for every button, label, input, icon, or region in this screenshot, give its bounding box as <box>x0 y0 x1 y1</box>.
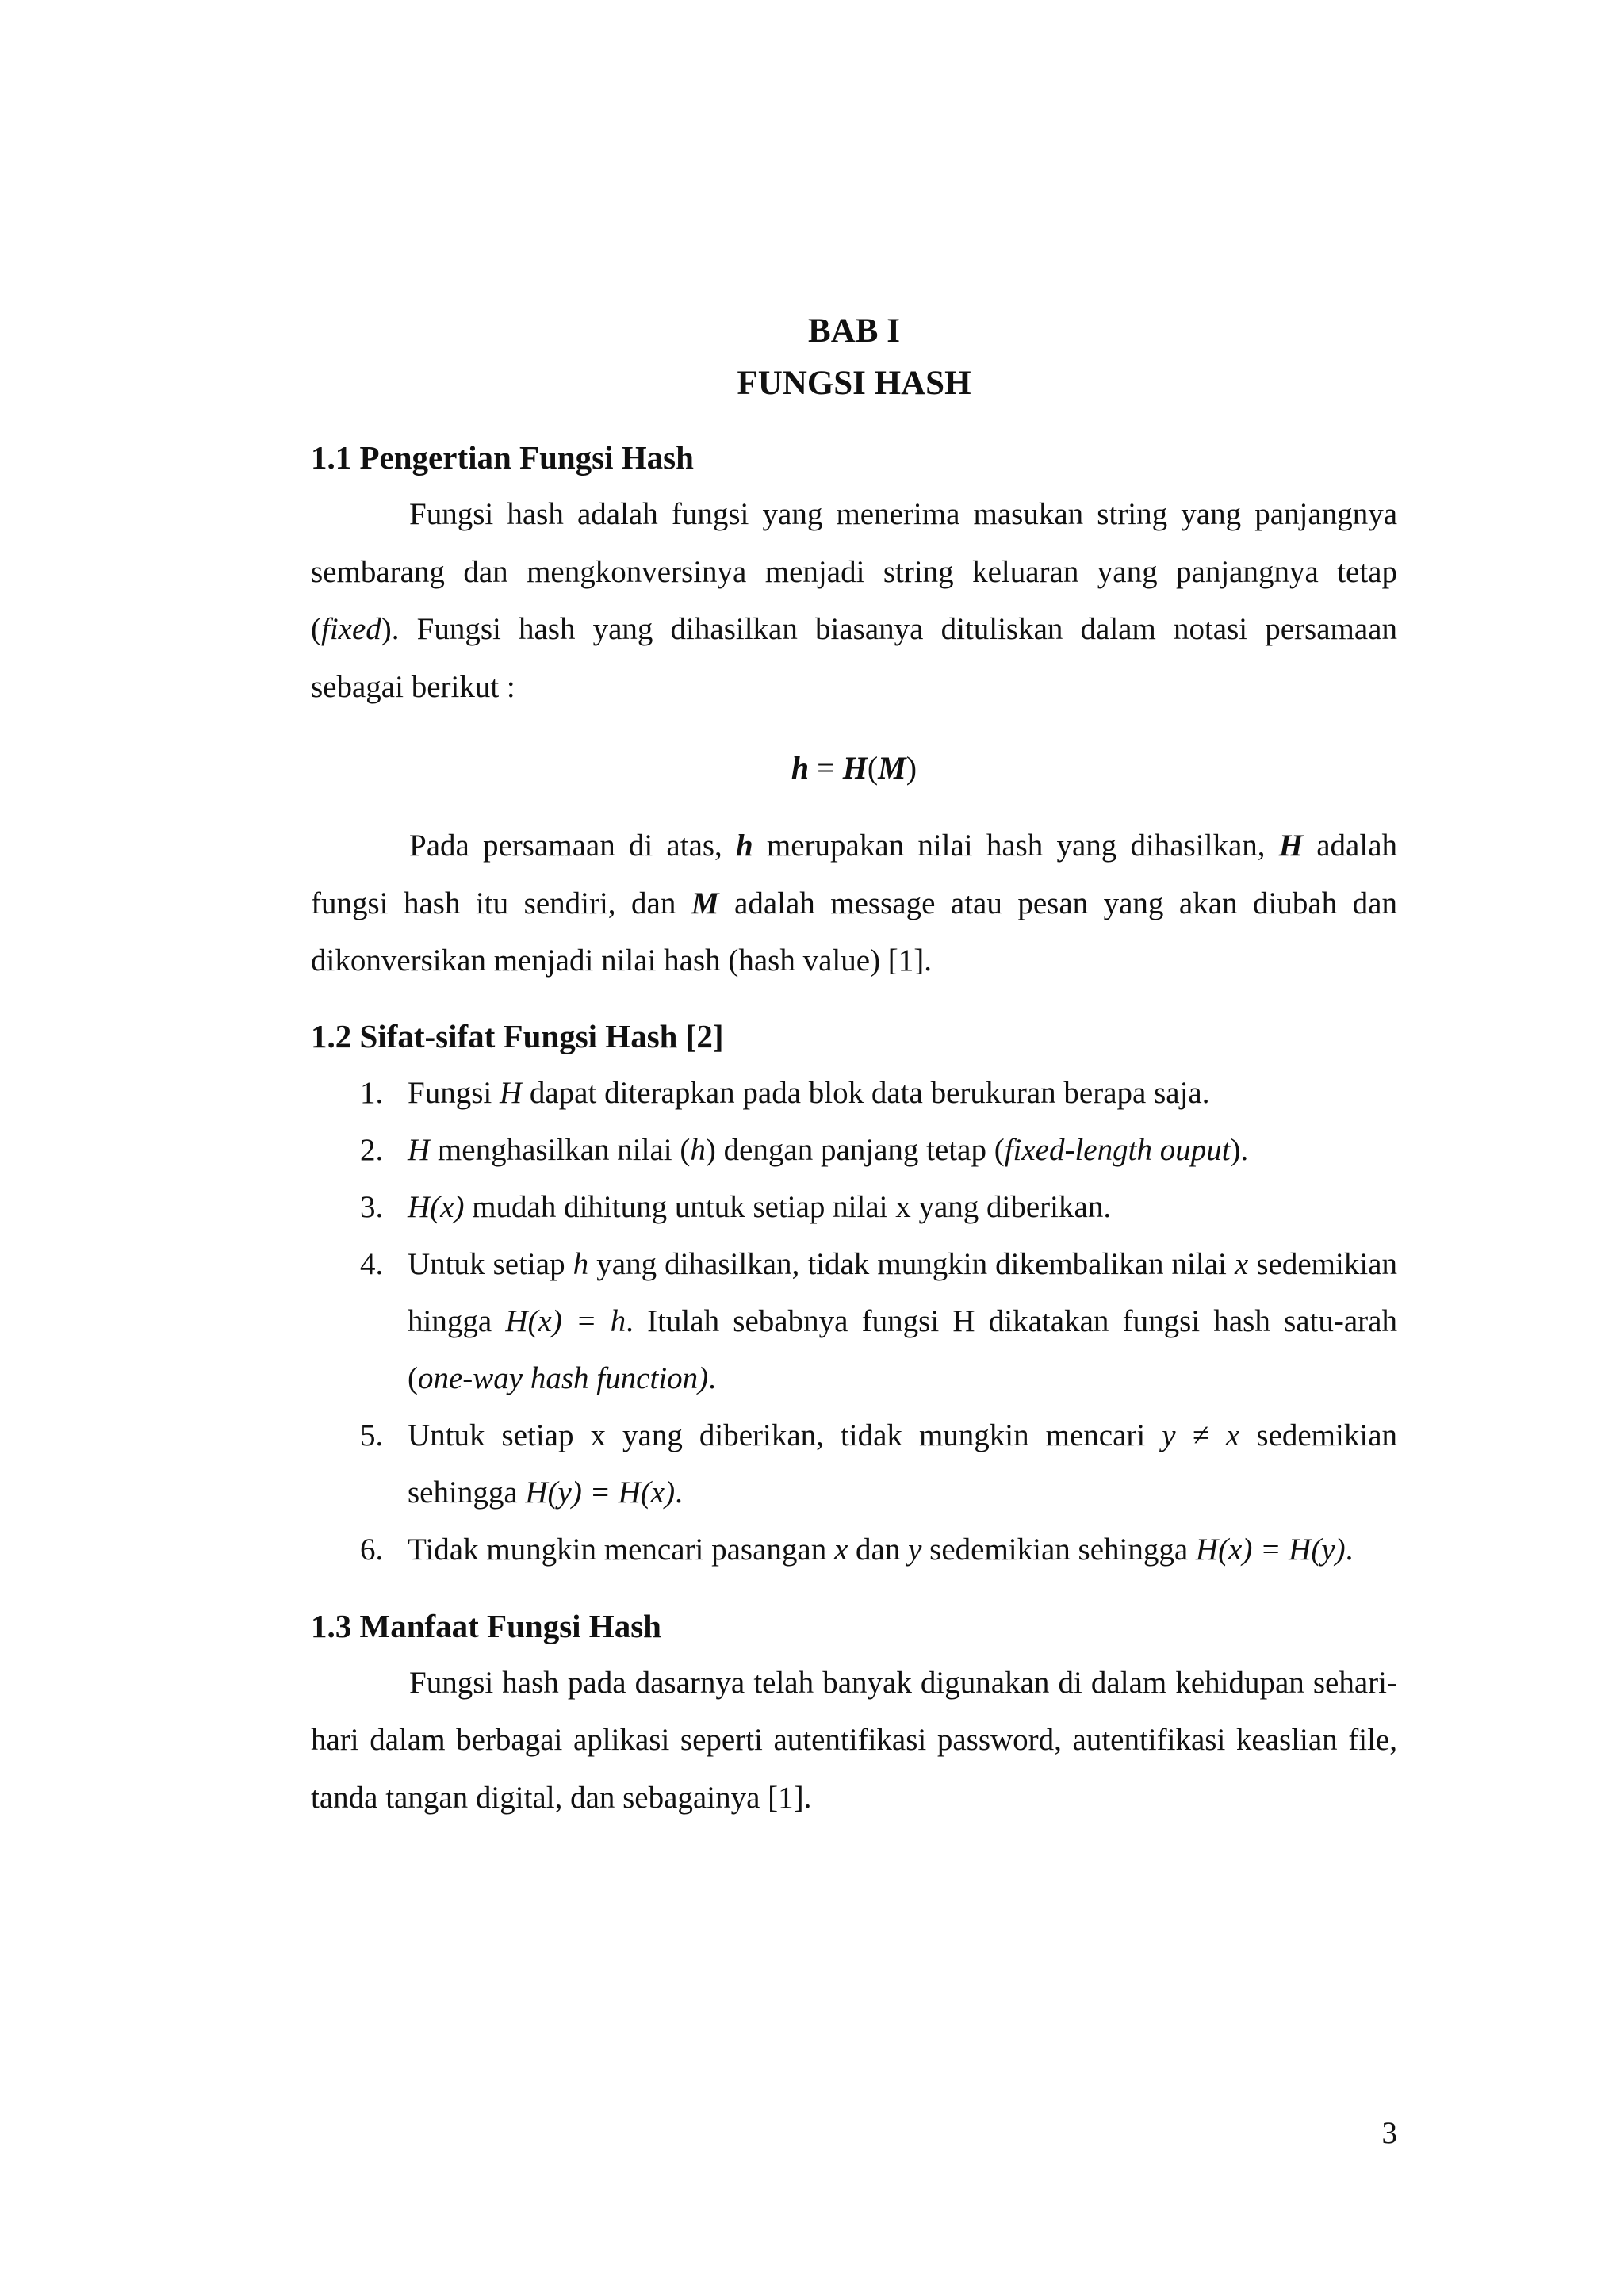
equation-paren-close: ) <box>906 750 917 786</box>
section-1-paragraph-2 <box>311 817 1397 990</box>
text-run-italic: fixed-length ouput <box>1004 1132 1231 1167</box>
text-run: Untuk setiap <box>408 1246 573 1281</box>
text-run: adalah message atau pesan yang akan diubah dan dikonversikan menjadi nilai hash (hash value) [1]. <box>311 886 1397 978</box>
equation-paren-open: ( <box>867 750 879 786</box>
list-item <box>311 1236 1397 1407</box>
text-run: ) dengan panjang tetap ( <box>705 1132 1005 1167</box>
list-item <box>311 1179 1397 1236</box>
text-run: sedemikian sehingga <box>408 1418 1398 1510</box>
text-run: menghasilkan nilai ( <box>430 1132 691 1167</box>
equation-operator: = <box>809 750 843 786</box>
page-number: 3 <box>1381 2116 1397 2150</box>
section-3-paragraph: Fungsi hash pada dasarnya telah banyak digunakan di dalam kehidupan sehari-hari dalam berbagai aplikasi seperti autentifikasi password, autentifikasi keaslian file, tanda tangan digital, dan sebagainya [1]. <box>311 1665 1397 1815</box>
text-run-italic: h <box>573 1246 589 1281</box>
text-run-italic: H(x) = h <box>505 1303 626 1338</box>
section-2-heading: 1.2 Sifat-sifat Fungsi Hash [2] <box>311 1017 724 1054</box>
symbol-M: M <box>691 886 719 920</box>
section-3-heading: 1.3 Manfaat Fungsi Hash <box>311 1607 661 1644</box>
list-number: 2. <box>360 1132 384 1167</box>
text-run-italic: y ≠ x <box>1162 1418 1240 1452</box>
text-run: yang dihasilkan, tidak mungkin dikembalikan nilai <box>588 1246 1235 1281</box>
text-run: . Itulah sebabnya fungsi H dikatakan fungsi hash satu-arah ( <box>408 1303 1397 1395</box>
section-1-heading: 1.1 Pengertian Fungsi Hash <box>311 439 694 476</box>
list-item <box>311 1122 1397 1179</box>
list-number: 5. <box>360 1418 384 1452</box>
equation-lhs: h <box>791 750 810 786</box>
equation-argument: M <box>878 750 906 786</box>
list-number: 6. <box>360 1532 384 1567</box>
chapter-label: BAB I <box>808 312 900 350</box>
text-run: . <box>1345 1532 1354 1567</box>
text-run-italic: h <box>690 1132 706 1167</box>
list-item <box>311 1065 1397 1122</box>
text-run-italic: x <box>833 1532 848 1567</box>
list-number: 1. <box>360 1075 384 1110</box>
text-run: . <box>675 1475 683 1510</box>
text-run-italic: H(y) = H(x) <box>525 1475 676 1510</box>
text-run: ). <box>1230 1132 1249 1167</box>
text-run: merupakan nilai hash yang dihasilkan, <box>753 828 1279 863</box>
text-run: mudah dihitung untuk setiap nilai x yang diberikan. <box>464 1189 1112 1224</box>
list-number: 3. <box>360 1189 384 1224</box>
chapter-heading <box>311 305 1397 410</box>
text-run-italic: one-way hash function) <box>418 1360 709 1395</box>
section-1-paragraph-1 <box>311 486 1397 716</box>
text-run: Pada persamaan di atas, <box>409 828 736 863</box>
text-run: adalah fungsi hash itu sendiri, dan <box>311 828 1398 920</box>
page-content <box>311 305 1397 1827</box>
text-run: Fungsi hash adalah fungsi yang menerima masukan string yang panjangnya sembarang dan mengkonversinya menjadi string keluaran yang panjangnya tetap ( <box>311 497 1397 646</box>
text-run-italic: H <box>499 1075 523 1110</box>
symbol-H: H <box>1278 828 1304 863</box>
text-run: ). Fungsi hash yang dihasilkan biasanya dituliskan dalam notasi persamaan sebagai berikut : <box>311 612 1397 704</box>
text-run: sedemikian hingga <box>408 1246 1397 1338</box>
text-run: dapat diterapkan pada blok data berukuran berapa saja. <box>522 1075 1210 1110</box>
equation-function: H <box>842 750 868 786</box>
text-run: sedemikian sehingga <box>921 1532 1196 1567</box>
text-run: Tidak mungkin mencari pasangan <box>408 1532 834 1567</box>
list-number: 4. <box>360 1246 384 1281</box>
hash-equation <box>311 744 1397 792</box>
symbol-h: h <box>736 828 753 863</box>
text-run-italic: H(x) = H(y) <box>1195 1532 1346 1567</box>
text-run-italic: H <box>408 1132 431 1167</box>
properties-list <box>311 1065 1397 1578</box>
text-run-italic: x <box>1234 1246 1249 1281</box>
text-run-italic: y <box>908 1532 922 1567</box>
text-run: dan <box>848 1532 909 1567</box>
list-item <box>311 1521 1397 1578</box>
text-run: Untuk setiap x yang diberikan, tidak mungkin mencari <box>408 1418 1162 1452</box>
text-run: Fungsi <box>408 1075 500 1110</box>
list-item <box>311 1407 1397 1521</box>
text-run-italic: fixed <box>321 612 381 646</box>
text-run: . <box>708 1360 716 1395</box>
chapter-title: FUNGSI HASH <box>737 365 971 402</box>
text-run-italic: H(x) <box>408 1189 465 1224</box>
